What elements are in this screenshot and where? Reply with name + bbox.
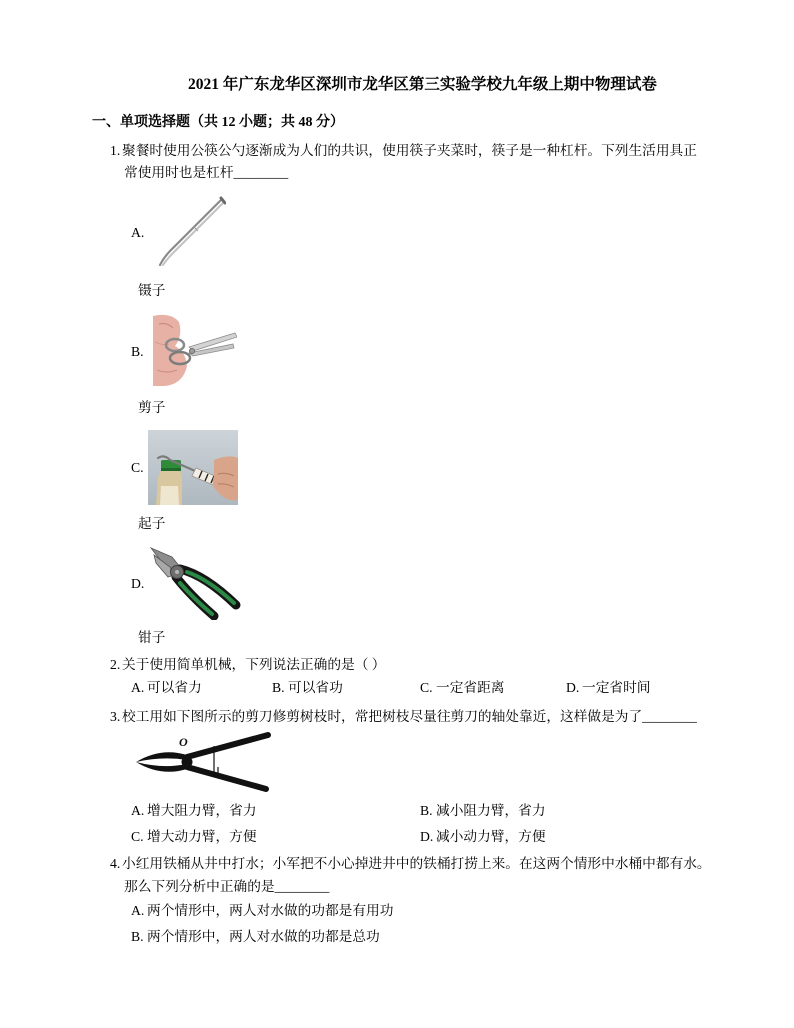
option-letter: A. [131,903,145,918]
option-letter: D. [131,576,145,591]
question-text: 聚餐时使用公筷公勺逐渐成为人们的共识，使用筷子夹菜时，筷子是一种杠杆。下列生活用具正 [122,143,697,158]
option-letter: B. [131,344,144,359]
question-number: 4. [110,856,121,871]
option-letter: B. [420,803,433,818]
option-caption: 镊子 [138,283,166,298]
option-text: 可以省功 [288,680,343,695]
question-text: 关于使用简单机械，下列说法正确的是（ ） [122,657,386,672]
option-d [566,679,650,697]
exam-title: 2021 年广东龙华区深圳市龙华区第三实验学校九年级上期中物理试卷 [188,76,657,93]
option-caption: 剪子 [138,400,166,415]
option-letter: C. [131,460,144,475]
option-letter: D. [566,680,580,695]
lower-handle [187,767,266,789]
section-heading: 一、单项选择题（共 12 小题；共 48 分） [92,115,344,130]
option-letter: A. [131,803,145,818]
question-text: 校工用如下图所示的剪刀修剪树枝时，常把树枝尽量往剪刀的轴处靠近，这样做是为了________ [122,709,697,724]
question-stem-line [110,708,697,726]
option-letter: D. [420,829,434,844]
option-a [131,902,393,920]
pivot-point [182,757,193,768]
tweezers-image [154,195,226,267]
pliers-image [150,545,242,620]
option-text: 两个情形中，两人对水做的功都是总功 [147,929,380,944]
question-number: 2. [110,657,121,672]
option-letter: C. [420,680,433,695]
option-letter: C. [131,829,144,844]
option-b [131,928,380,946]
option-caption: 起子 [138,516,166,531]
option-b [420,802,546,820]
question-stem-line [110,142,697,160]
question-text-continued: 那么下列分析中正确的是________ [124,879,330,894]
option-d [420,828,546,846]
option-letter: A. [131,680,145,695]
question-text-continued: 常使用时也是杠杆________ [124,165,289,180]
question-stem-line [110,656,386,674]
option-text: 两个情形中，两人对水做的功都是有用功 [147,903,394,918]
option-text: 增大阻力臂，省力 [147,803,257,818]
option-letter: B. [131,929,144,944]
option-text: 可以省力 [147,680,202,695]
garden-shears-diagram [133,729,273,795]
option-letter: A. [131,225,145,240]
question-number: 1. [110,143,121,158]
option-c [131,828,257,846]
option-text: 减小动力臂，方便 [436,829,546,844]
option-caption: 钳子 [138,630,166,645]
option-b [272,679,343,697]
upper-blade [136,752,187,762]
lower-blade [136,762,187,772]
option-text: 一定省距离 [436,680,505,695]
option-c [420,679,504,697]
question-stem-line [110,855,711,873]
option-text: 一定省时间 [582,680,651,695]
option-a [131,802,257,820]
option-text: 减小阻力臂，省力 [436,803,546,818]
option-a [131,679,202,697]
bottle-opener-image [148,430,238,505]
question-text: 小红用铁桶从井中打水；小军把不小心掉进井中的铁桶打捞上来。在这两个情形中水桶中都有水。 [122,856,711,871]
option-text: 增大动力臂，方便 [147,829,257,844]
option-letter: B. [272,680,285,695]
scissors-image [153,312,237,386]
pivot-label: O [179,735,188,749]
question-number: 3. [110,709,121,724]
upper-handle [187,735,268,757]
